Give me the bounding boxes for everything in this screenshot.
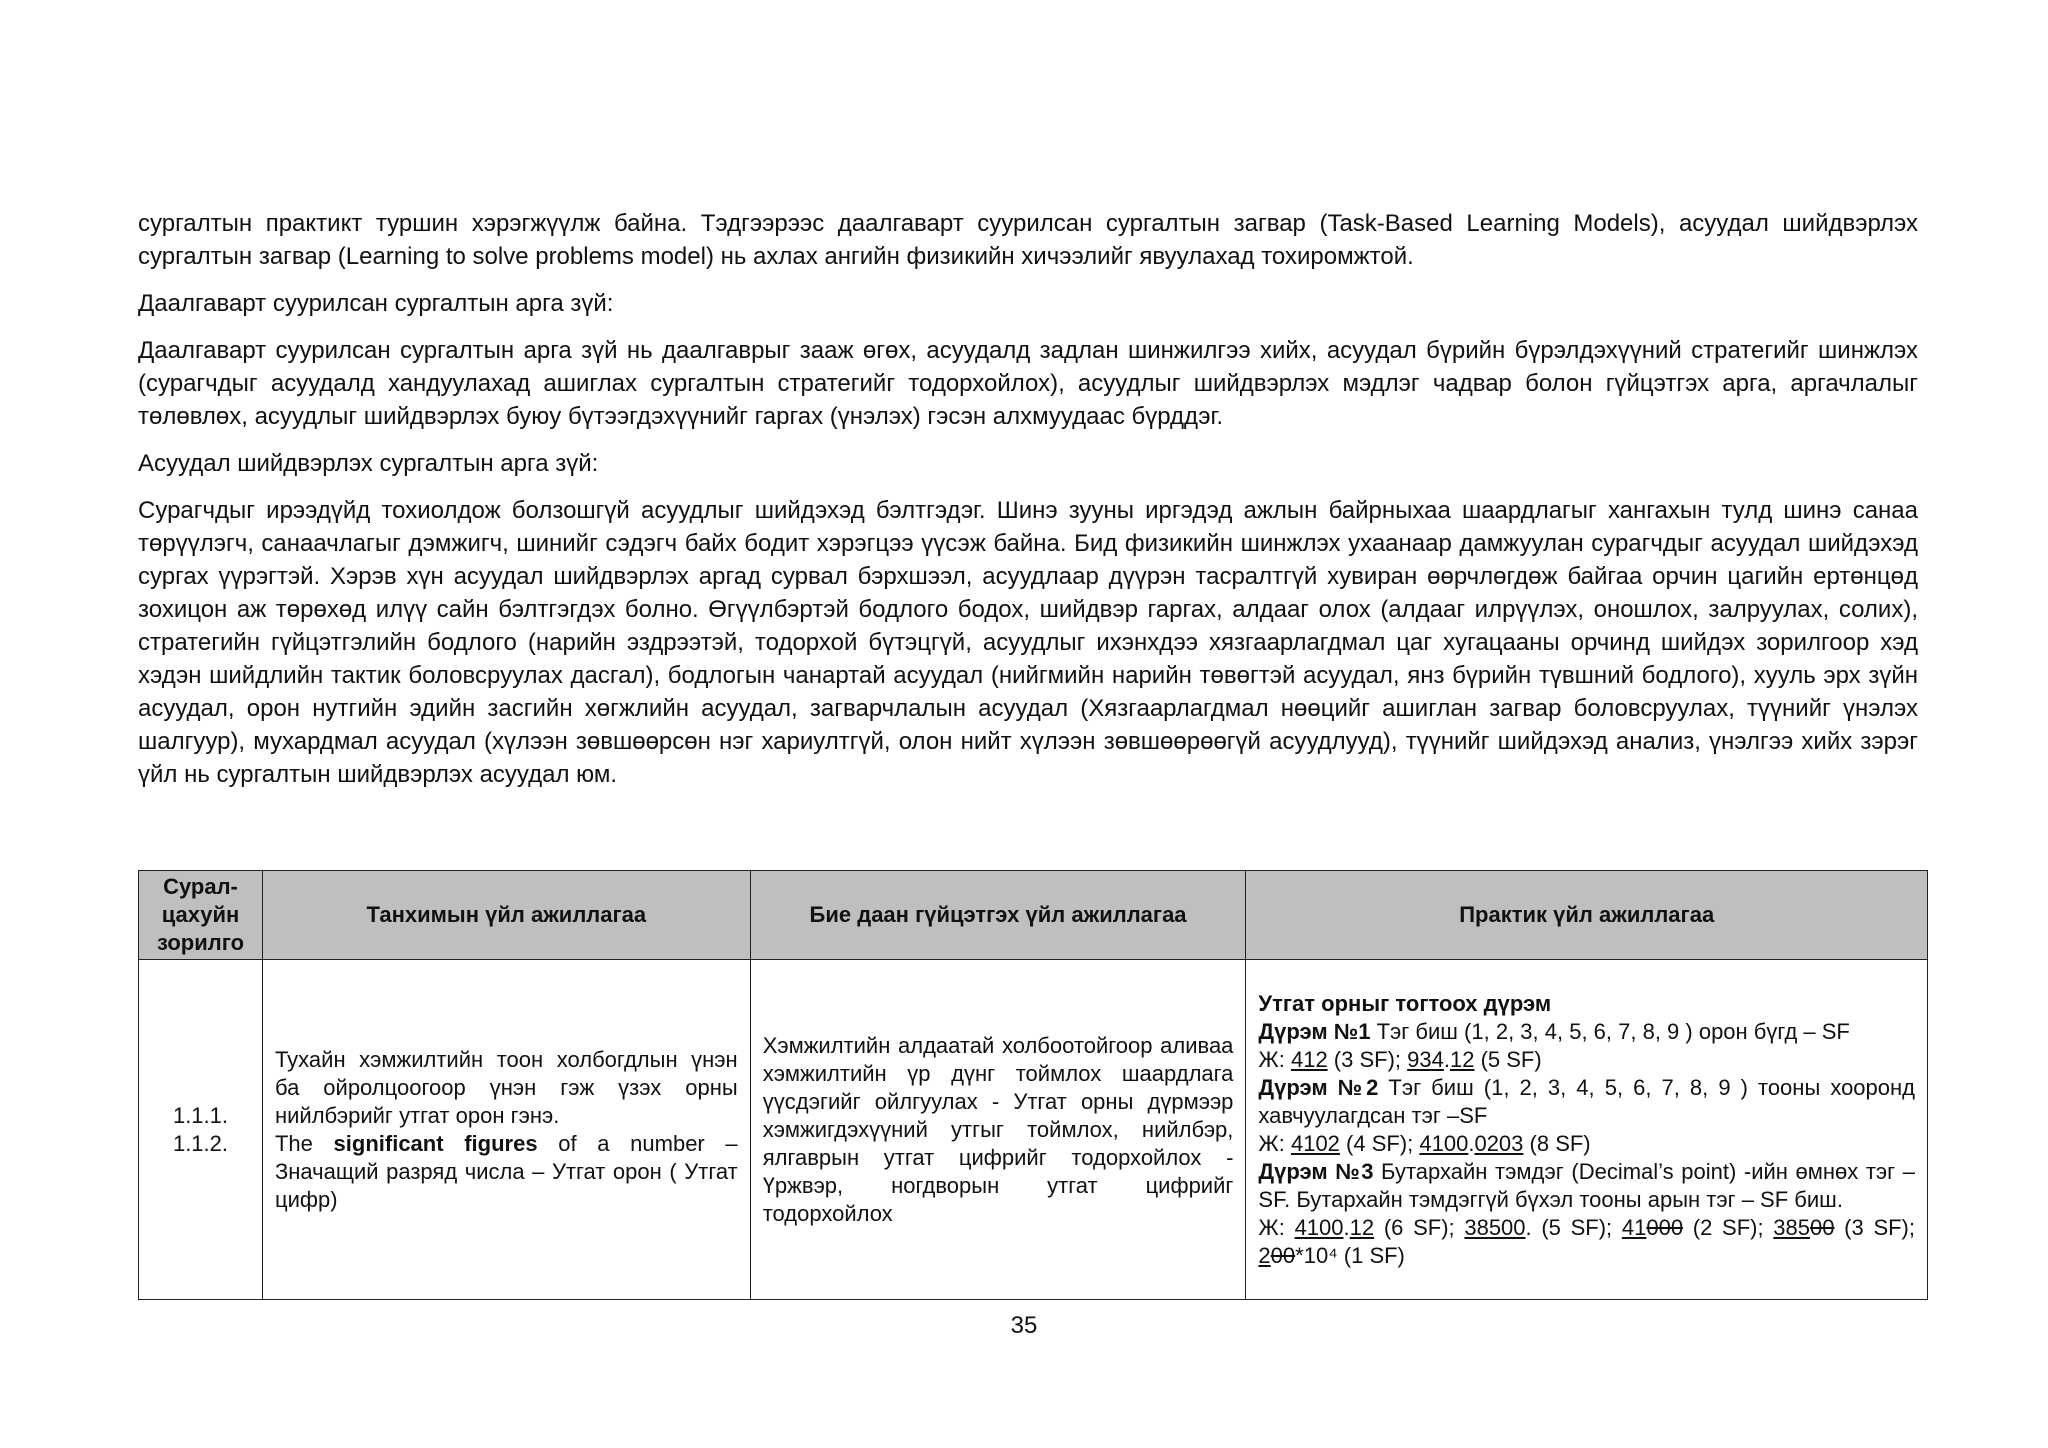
heading-task-based-method: Даалгаварт суурилсан сургалтын арга зүй: (138, 290, 614, 317)
cell-practical-activity (1246, 960, 1928, 1300)
curriculum-table (138, 870, 1928, 1300)
cell-classroom-activity: Тухайн хэмжилтийн тоон холбогдлын үнэн ба ойролцоогоор үнэн гэж үзэх орны нийлбэрийг утгат орон гэнэ. The significant figures of a number – Значащий разряд числа – Утгат орон ( Утгат цифр) (262, 960, 750, 1300)
paragraph-problem-solving-method: Сурагчдыг ирээдүйд тохиолдож болзошгүй асуудлыг шийдэхэд бэлтгэдэг. Шинэ зууны иргэдэд ажлын байрныхаа шаардлагыг хангахын тулд шинэ санаа төрүүлэгч, санаачлагыг дэмжигч, шинийг сэдэгч байх бодит хэрэгцээ үүсэж байна. Бид физикийн шинжлэх ухаанаар дамжуулан сурагчдыг асуудал шийдэхэд сургах үүрэгтэй. Хэрэв хүн асуудал шийдвэрлэх аргад сурвал бэрхшээл, асуудлаар дүүрэн тасралтгүй хувиран өөрчлөгдөж байгаа орчин цагийн ертөнцөд зохицон аж төрөхөд илүү сайн бэлтгэгдэх болно. Өгүүлбэртэй бодлого бодох, шийдвэр гаргах, алдааг олох (алдааг илрүүлэх, оношлох, залруулах, солих), стратегийн гүйцэтгэлийн бодлого (нарийн эздрээтэй, тодорхой бүтэцгүй, асуудлыг ихэнхдээ хязгаарлагдмал цаг хугацааны орчинд шийдэх зорилгоор хэд хэдэн шийдлийн тактик боловсруулах дасгал), бодлогын чанартай асуудал (нийгмийн нарийн төвөгтэй асуудал, янз бүрийн түвшний бодлого), хууль эрх зүйн асуудал, орон нутгийн эдийн засгийн хөгжлийн асуудал, загварчлалын асуудал (Хязгаарлагдмал нөөцийг ашиглан загвар боловсруулах, түүнийг үнэлэх шалгуур), мухардмал асуудал (хүлээн зөвшөөрсөн нэг хариултгүй, олон нийт хүлээн зөвшөөрөөгүй асуудлууд), түүнийг шийдэхэд анализ, үнэлгээ хийх зэрэг үйл нь сургалтын шийдвэрлэх асуудал юм. (138, 497, 1918, 788)
header-independent-activity: Бие даан гүйцэтгэх үйл ажиллагаа (750, 871, 1246, 960)
example-1: Ж: 412 (3 SF); 934.12 (5 SF) (1258, 1046, 1542, 1072)
table-header-row (139, 871, 1928, 960)
header-classroom-activity: Танхимын үйл ажиллагаа (262, 871, 750, 960)
rule-1: Дүрэм №1 Тэг биш (1, 2, 3, 4, 5, 6, 7, 8, 9 ) орон бүгд – SF (1258, 1018, 1850, 1044)
paragraph-intro: сургалтын практикт туршин хэрэгжүүлж байна. Тэдгээрээс даалгаварт суурилсан сургалтын загвар (Task-Based Learning Models), асуудал шийдвэрлэх сургалтын загвар (Learning to solve problems model) нь ахлах ангийн физикийн хичээлийг явуулахад тохиромжтой. (138, 210, 1918, 270)
page-number: 35 (1010, 1312, 1038, 1339)
body-text (138, 207, 1918, 805)
cell-independent-activity: Хэмжилтийн алдаатай холбоотойгоор аливаа хэмжилтийн үр дүнг тоймлох шаардлага үүсдэгийг ойлгуулах - Утгат орны дүрмээр хэмжигдэхүүний утгыг тоймлох, нийлбэр, ялгаврын утгат цифрийг тодорхойлох - Үржвэр, ногдворын утгат цифрийг тодорхойлох (750, 960, 1246, 1300)
paragraph-task-based-method: Даалгаварт суурилсан сургалтын арга зүй нь даалгаврыг зааж өгөх, асуудалд задлан шинжилгээ хийх, асуудал бүрийн бүрэлдэхүүний стратегийг шинжлэх (сурагчдыг асуудалд хандуулахад ашиглах сургалтын стратегийг тодорхойлох), асуудлыг шийдвэрлэх мэдлэг чадвар болон гүйцэтгэх арга, аргачлалыг төлөвлөх, асуудлыг шийдвэрлэх буюу бүтээгдэхүүнийг гаргах (үнэлэх) гэсэн алхмуудаас бүрддэг. (138, 337, 1918, 430)
rule-3: Дүрэм №3 Бутархайн тэмдэг (Decimal’s point) -ийн өмнөх тэг –SF. Бутархайн тэмдэггүй бүхэл тооны арын тэг – SF биш. (1258, 1158, 1915, 1212)
table-row (139, 960, 1928, 1300)
cell-learning-goal: 1.1.1. 1.1.2. (139, 960, 263, 1300)
header-learning-goal: Сурал- цахуйн зорилго (139, 871, 263, 960)
rules-title: Утгат орныг тогтоох дүрэм (1258, 990, 1552, 1016)
example-3: Ж: 4100.12 (6 SF); 38500. (5 SF); 41000 (2 SF); 38500 (3 SF); 200*10⁴ (1 SF) (1258, 1214, 1915, 1268)
heading-problem-solving-method: Асуудал шийдвэрлэх сургалтын арга зүй: (138, 450, 599, 477)
term-significant-figures: significant figures (333, 1130, 538, 1156)
header-practical-activity: Практик үйл ажиллагаа (1246, 871, 1928, 960)
example-2: Ж: 4102 (4 SF); 4100.0203 (8 SF) (1258, 1130, 1591, 1156)
rule-2: Дүрэм №2 Тэг биш (1, 2, 3, 4, 5, 6, 7, 8, 9 ) тооны хооронд хавчуулагдсан тэг –SF (1258, 1074, 1915, 1128)
